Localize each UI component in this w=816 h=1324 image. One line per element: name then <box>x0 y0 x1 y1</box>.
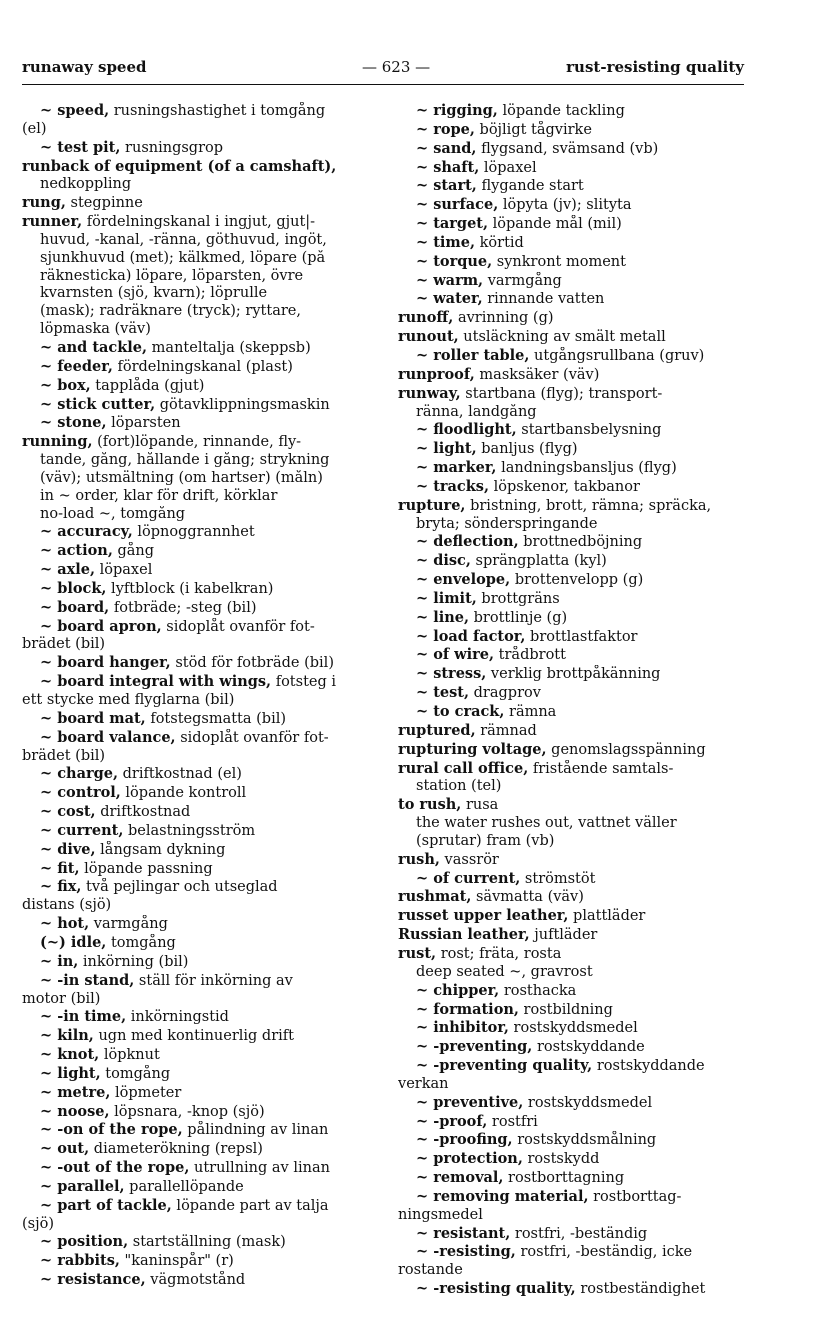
dictionary-entry-line: ~ -preventing, rostskyddande <box>416 1038 645 1056</box>
dictionary-entry-line: ~ inhibitor, rostskyddsmedel <box>416 1019 638 1037</box>
dictionary-entry-line: ~ resistance, vägmotstånd <box>40 1271 246 1289</box>
header-last-entry: rust-resisting quality <box>566 58 744 76</box>
dictionary-entry-line: (sprutar) fram (vb) <box>416 832 555 849</box>
dictionary-entry-line: ~ axle, löpaxel <box>40 561 153 579</box>
dictionary-entry-line: ~ resistant, rostfri, -beständig <box>416 1224 648 1242</box>
dictionary-entry-line: ~ rope, böjligt tågvirke <box>416 120 592 138</box>
dictionary-entry-line: ~ of current, strömstöt <box>416 869 596 887</box>
dictionary-headword-line: runback of equipment (of a camshaft), <box>22 157 337 175</box>
dictionary-entry-line: ~ sand, flygsand, svämsand (vb) <box>416 139 659 157</box>
dictionary-entry-line: ~ in, inkörning (bil) <box>40 952 189 970</box>
dictionary-entry-line: ~ part of tackle, löpande part av talja <box>40 1196 329 1214</box>
dictionary-entry-line: ~ -proofing, rostskyddsmålning <box>416 1131 657 1149</box>
dictionary-entry-line: ~ stone, löparsten <box>40 414 181 432</box>
dictionary-entry-line: ~ -on of the rope, pålindning av linan <box>40 1121 329 1139</box>
dictionary-headword-line: runoff, avrinning (g) <box>398 309 554 327</box>
dictionary-entry-line: (mask); radräknare (tryck); ryttare, <box>40 303 301 320</box>
dictionary-entry-line: ~ chipper, rosthacka <box>416 981 577 999</box>
dictionary-headword-line: runway, startbana (flyg); transport- <box>398 384 663 402</box>
dictionary-entry-line: ränna, landgång <box>416 403 537 420</box>
dictionary-entry-line: ~ box, tapplåda (gjut) <box>40 376 205 394</box>
dictionary-entry-line: rostande <box>398 1262 463 1279</box>
dictionary-entry-line: ~ stick cutter, götavklippningsmaskin <box>40 395 330 413</box>
dictionary-headword-line: rung, stegpinne <box>22 194 143 212</box>
header-rule <box>22 84 744 85</box>
dictionary-entry-line: (~) idle, tomgång <box>40 933 176 951</box>
dictionary-headword-line: rupture, bristning, brott, rämna; spräcka, <box>398 496 712 514</box>
dictionary-entry-line: ~ accuracy, löpnoggrannhet <box>40 523 255 541</box>
dictionary-entry-line: ~ -proof, rostfri <box>416 1112 538 1130</box>
dictionary-entry-line: no-load ~, tomgång <box>40 505 186 522</box>
dictionary-entry-line: station (tel) <box>416 778 502 795</box>
dictionary-entry-line: ~ board, fotbräde; -steg (bil) <box>40 598 257 616</box>
dictionary-entry-line: ~ test, dragprov <box>416 684 541 702</box>
dictionary-entry-line: ~ marker, landningsbansljus (flyg) <box>416 459 677 477</box>
dictionary-entry-line: ett stycke med flyglarna (bil) <box>22 692 235 708</box>
dictionary-entry-line: ~ noose, löpsnara, -knop (sjö) <box>40 1102 265 1120</box>
dictionary-entry-line: ~ -resisting quality, rostbeständighet <box>416 1280 706 1298</box>
dictionary-entry-line: ~ target, löpande mål (mil) <box>416 215 622 233</box>
dictionary-entry-line: ~ test pit, rusningsgrop <box>40 138 224 156</box>
dictionary-entry-line: ~ board integral with wings, fotsteg i <box>40 673 337 691</box>
dictionary-entry-line: ningsmedel <box>398 1206 483 1223</box>
dictionary-headword-line: runout, utsläckning av smält metall <box>398 328 666 346</box>
dictionary-entry-line: in ~ order, klar för drift, körklar <box>40 487 278 504</box>
dictionary-entry-line: ~ board mat, fotstegsmatta (bil) <box>40 709 286 727</box>
dictionary-headword-line: rupturing voltage, genomslagsspänning <box>398 740 706 758</box>
dictionary-entry-line: verkan <box>398 1075 449 1092</box>
dictionary-entry-line: ~ charge, driftkostnad (el) <box>40 765 242 783</box>
dictionary-headword-line: runproof, masksäker (väv) <box>398 365 600 383</box>
dictionary-entry-line: ~ control, löpande kontroll <box>40 784 247 802</box>
dictionary-entry-line: ~ and tackle, manteltalja (skeppsb) <box>40 338 311 356</box>
dictionary-entry-line: ~ disc, sprängplatta (kyl) <box>416 552 607 570</box>
dictionary-entry-line: ~ -resisting, rostfri, -beständig, icke <box>416 1243 693 1261</box>
dictionary-entry-line: (el) <box>22 120 47 137</box>
dictionary-headword-line: rush, vassrör <box>398 850 499 868</box>
dictionary-entry-line: ~ fix, två pejlingar och utseglad <box>40 878 278 896</box>
dictionary-entry-line: the water rushes out, vattnet väller <box>416 815 677 832</box>
dictionary-entry-line: ~ protection, rostskydd <box>416 1150 600 1168</box>
dictionary-entry-line: ~ formation, rostbildning <box>416 1000 613 1018</box>
dictionary-entry-line: ~ kiln, ugn med kontinuerlig drift <box>40 1027 294 1045</box>
dictionary-entry-line: (sjö) <box>22 1215 54 1232</box>
dictionary-headword-line: Russian leather, juftläder <box>398 926 598 944</box>
dictionary-entry-line: ~ stress, verklig brottpåkänning <box>416 665 661 683</box>
dictionary-entry-line: ~ roller table, utgångsrullbana (gruv) <box>416 346 705 364</box>
dictionary-entry-line: brädet (bil) <box>22 636 106 653</box>
dictionary-entry-line: ~ cost, driftkostnad <box>40 803 191 821</box>
dictionary-entry-line: ~ position, startställning (mask) <box>40 1233 286 1251</box>
dictionary-entry-line: ~ out, diameterökning (repsl) <box>40 1140 263 1158</box>
dictionary-entry-line: ~ speed, rusningshastighet i tomgång <box>40 102 326 119</box>
dictionary-entry-line: ~ shaft, löpaxel <box>416 158 537 176</box>
dictionary-entry-line: sjunkhuvud (met); kälkmed, löpare (på <box>40 249 326 266</box>
dictionary-entry-line: ~ -preventing quality, rostskyddande <box>416 1057 705 1075</box>
dictionary-entry-line: ~ torque, synkront moment <box>416 252 626 270</box>
dictionary-entry-line: ~ board valance, sidoplåt ovanför fot- <box>40 728 329 746</box>
dictionary-entry-line: ~ to crack, rämna <box>416 703 557 720</box>
dictionary-entry-line: ~ floodlight, startbansbelysning <box>416 421 662 439</box>
dictionary-entry-line: ~ board apron, sidoplåt ovanför fot- <box>40 617 315 635</box>
dictionary-headword-line: running, (fort)löpande, rinnande, fly- <box>22 433 302 451</box>
dictionary-entry-line: ~ action, gång <box>40 542 155 560</box>
dictionary-headword-line: rural call office, fristående samtals- <box>398 759 674 777</box>
dictionary-entry-line: räknesticka) löpare, löparsten, övre <box>40 267 304 284</box>
dictionary-entry-line: ~ envelope, brottenvelopp (g) <box>416 571 644 589</box>
dictionary-entry-line: ~ board hanger, stöd för fotbräde (bil) <box>40 654 334 672</box>
dictionary-entry-line: ~ metre, löpmeter <box>40 1083 182 1101</box>
dictionary-entry-line: deep seated ~, gravrost <box>416 963 593 980</box>
left-column <box>22 102 372 1290</box>
dictionary-entry-line: ~ deflection, brottnedböjning <box>416 533 643 551</box>
dictionary-entry-line: bryta; sönderspringande <box>416 515 598 532</box>
dictionary-entry-line: ~ start, flygande start <box>416 177 584 195</box>
dictionary-entry-line: ~ -out of the rope, utrullning av linan <box>40 1159 330 1177</box>
dictionary-entry-line: (väv); utsmältning (om hartser) (måln) <box>40 469 323 486</box>
dictionary-entry-line: ~ removing material, rostborttag- <box>416 1187 682 1205</box>
dictionary-entry-line: huvud, -kanal, -ränna, göthuvud, ingöt, <box>40 231 327 248</box>
dictionary-entry-line: ~ light, banljus (flyg) <box>416 440 578 458</box>
dictionary-headword-line: rushmat, sävmatta (väv) <box>398 888 584 906</box>
dictionary-entry-line: tande, gång, hållande i gång; strykning <box>40 452 330 469</box>
dictionary-entry-line: motor (bil) <box>22 990 101 1007</box>
header-first-entry: runaway speed <box>22 58 147 76</box>
dictionary-entry-line: nedkoppling <box>40 176 132 193</box>
dictionary-entry-line: distans (sjö) <box>22 897 112 914</box>
dictionary-entry-line: ~ hot, varmgång <box>40 915 168 933</box>
dictionary-entry-line: brädet (bil) <box>22 747 106 764</box>
dictionary-entry-line: ~ time, körtid <box>416 233 524 251</box>
dictionary-entry-line: ~ warm, varmgång <box>416 271 562 289</box>
dictionary-entry-line: ~ block, lyftblock (i kabelkran) <box>40 579 274 597</box>
dictionary-entry-line: ~ light, tomgång <box>40 1064 171 1082</box>
dictionary-entry-line: ~ parallel, parallellöpande <box>40 1177 244 1195</box>
dictionary-headword-line: rust, rost; fräta, rosta <box>398 944 562 962</box>
dictionary-headword-line: runner, fördelningskanal i ingjut, gjut|- <box>22 213 316 231</box>
dictionary-entry-line: ~ current, belastningsström <box>40 821 256 839</box>
running-header <box>22 58 744 80</box>
dictionary-entry-line: ~ feeder, fördelningskanal (plast) <box>40 357 293 375</box>
dictionary-entry-line: ~ removal, rostborttagning <box>416 1169 625 1187</box>
dictionary-entry-line: ~ -in stand, ställ för inkörning av <box>40 971 293 989</box>
dictionary-entry-line: ~ surface, löpyta (jv); slityta <box>416 196 632 214</box>
dictionary-entry-line: ~ knot, löpknut <box>40 1046 160 1064</box>
dictionary-entry-line: ~ line, brottlinje (g) <box>416 608 568 626</box>
dictionary-headword-line: to rush, rusa <box>398 796 499 814</box>
dictionary-entry-line: ~ water, rinnande vatten <box>416 290 605 308</box>
dictionary-entry-line: ~ load factor, brottlastfaktor <box>416 627 638 645</box>
dictionary-entry-line: ~ preventive, rostskyddsmedel <box>416 1093 653 1111</box>
dictionary-entry-line: kvarnsten (sjö, kvarn); löprulle <box>40 285 268 302</box>
dictionary-headword-line: ruptured, rämnad <box>398 721 537 739</box>
dictionary-entry-line: ~ tracks, löpskenor, takbanor <box>416 477 640 495</box>
dictionary-headword-line: russet upper leather, plattläder <box>398 907 646 925</box>
dictionary-entry-line: ~ of wire, trådbrott <box>416 646 566 664</box>
dictionary-entry-line: ~ fit, löpande passning <box>40 859 213 877</box>
page-number: — 623 — <box>362 58 431 76</box>
right-column <box>398 102 744 1299</box>
dictionary-entry-line: löpmaska (väv) <box>40 321 151 338</box>
dictionary-entry-line: ~ -in time, inkörningstid <box>40 1008 229 1026</box>
dictionary-entry-line: ~ limit, brottgräns <box>416 589 560 607</box>
dictionary-entry-line: ~ dive, långsam dykning <box>40 840 226 858</box>
dictionary-entry-line: ~ rabbits, "kaninspår" (r) <box>40 1252 234 1270</box>
dictionary-entry-line: ~ rigging, löpande tackling <box>416 102 625 119</box>
